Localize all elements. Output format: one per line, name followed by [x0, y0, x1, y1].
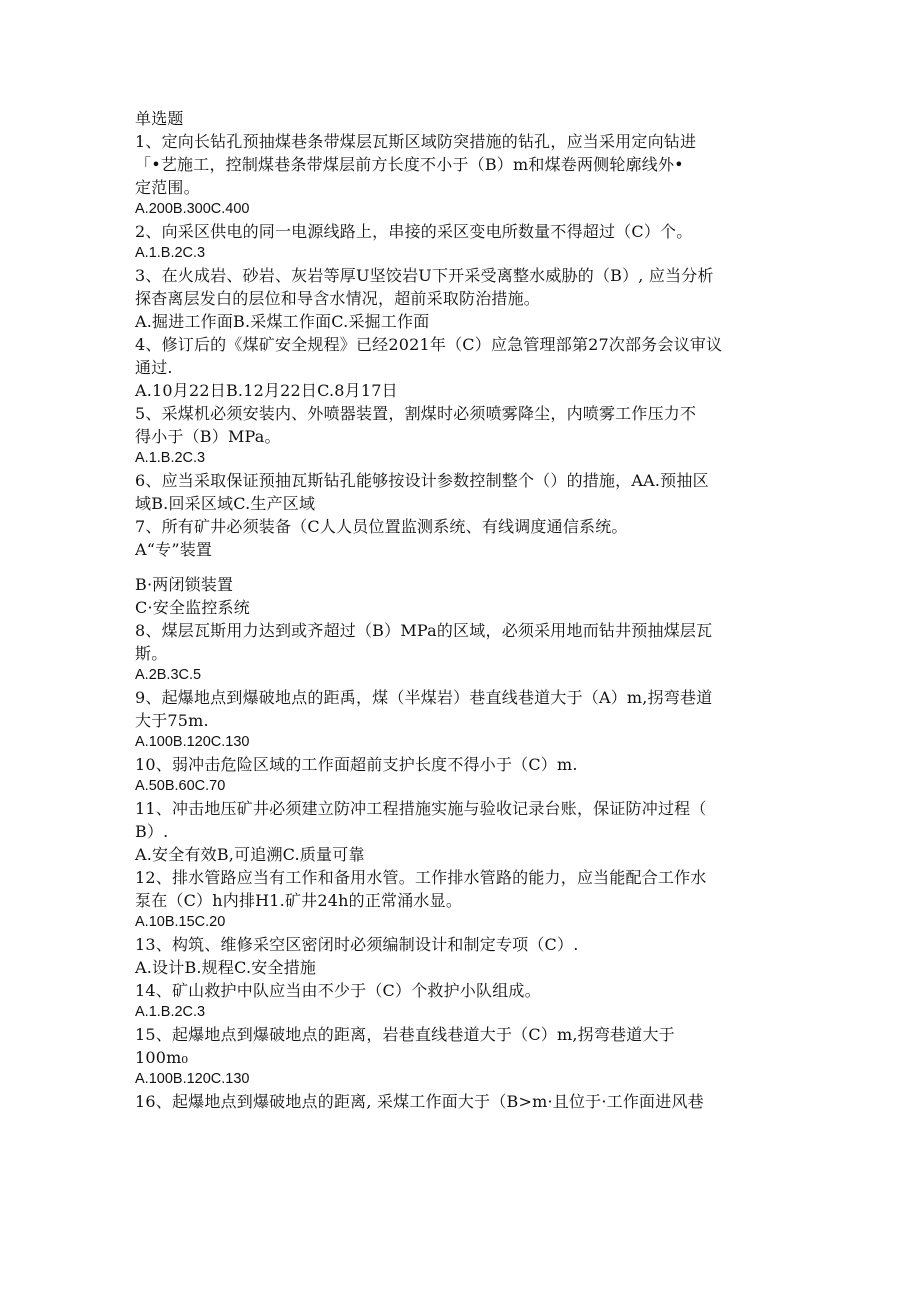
- text-line: 1、定向长钻孔预抽煤巷条带煤层瓦斯区域防突措施的钻孔，应当采用定向钻进: [135, 132, 697, 151]
- text-line: 9、起爆地点到爆破地点的距禹，煤（半煤岩）巷直线巷道大于（A）m,拐弯巷道: [135, 688, 713, 707]
- text-line: 定范围。: [135, 178, 200, 197]
- text-line: 6、应当采取保证预抽瓦斯钻孔能够按设计参数控制整个（）的措施，AA.预抽区: [135, 471, 709, 490]
- section-title: 单选题: [135, 109, 184, 128]
- answer-options: A.50B.60C.70: [135, 778, 226, 794]
- text-line: 通过.: [135, 358, 173, 377]
- text-line: 「•艺施工，控制煤巷条带煤层前方长度不小于（B）m和煤卷两侧轮廓线外•: [135, 155, 684, 174]
- text-line: 15、起爆地点到爆破地点的距离，岩巷直线巷道大于（C）m,拐弯巷道大于: [135, 1025, 675, 1044]
- text-line: 2、向采区供电的同一电源线路上，串接的采区变电所数量不得超过（C）个。: [135, 222, 693, 241]
- text-line: 8、煤层瓦斯用力达到或齐超过（B）MPa的区域，必须采用地而钻井预抽煤层瓦: [135, 621, 713, 640]
- text-line: 大于75m.: [135, 711, 209, 730]
- text-line: A.安全有效B,可追溯C.质量可靠: [135, 845, 365, 864]
- text-line: 14、矿山救护中队应当由不少于（C）个救护小队组成。: [135, 981, 541, 1000]
- text-line: 探杳离层发白的层位和导含水情况，超前采取防治措施。: [135, 289, 541, 308]
- text-line: 13、构筑、维修采空区密闭时必须编制设计和制定专项（C）.: [135, 935, 579, 954]
- text-line: 5、采煤机必须安装内、外喷器装置，割煤时必须喷雾降尘，内喷雾工作压力不: [135, 404, 697, 423]
- text-line: 斯。: [135, 644, 168, 663]
- document-content: [135, 107, 785, 1113]
- answer-options: A.1.B.2C.3: [135, 1004, 206, 1020]
- answer-options: A.1.B.2C.3: [135, 450, 206, 466]
- text-line: 7、所有矿井必须装备（C人人员位置监测系统、有线调度通信系统。: [135, 517, 628, 536]
- text-line: 域B.回采区域C.生产区域: [135, 494, 316, 513]
- text-line: 100m₀: [135, 1048, 189, 1067]
- question-list: [135, 130, 785, 1113]
- text-line: 11、冲击地压矿井必须建立防冲工程措施实施与验收记录台账，保证防冲过程（: [135, 799, 707, 818]
- text-line: A.设计B.规程C.安全措施: [135, 958, 317, 977]
- text-line: 得小于（B）MPa。: [135, 427, 281, 446]
- text-line: A“专”装置: [135, 540, 213, 559]
- text-line: C·安全监控系统: [135, 598, 250, 617]
- text-line: B）.: [135, 822, 169, 841]
- answer-options: A.1.B.2C.3: [135, 245, 206, 261]
- text-line: 3、在火成岩、砂岩、灰岩等厚U坚饺岩U下开采受离整水威胁的（B）, 应当分析: [135, 266, 714, 285]
- text-line: 泵在（C）h内排H1.矿井24h的正常涌水显。: [135, 891, 463, 910]
- answer-options: A.2B.3C.5: [135, 667, 202, 683]
- text-line: 12、排水管路应当有工作和备用水管。工作排水管路的能力，应当能配合工作水: [135, 868, 707, 887]
- text-line: 10、弱冲击危险区域的工作面超前支护长度不得小于（C）m.: [135, 755, 578, 774]
- text-line: B·两闭锁装置: [135, 575, 234, 594]
- text-line: 4、修订后的《煤矿安全规程》已经2021年（C）应急管理部第27次部务会议审议: [135, 335, 723, 354]
- text-line: 16、起爆地点到爆破地点的距离, 采煤工作面大于（B>m·且位于·工作面进风巷: [135, 1092, 704, 1111]
- text-line: A.掘进工作面B.采煤工作面C.采掘工作面: [135, 312, 430, 331]
- text-line: A.10月22日B.12月22日C.8月17日: [135, 381, 398, 400]
- answer-options: A.100B.120C.130: [135, 1071, 250, 1087]
- answer-options: A.100B.120C.130: [135, 734, 250, 750]
- answer-options: A.10B.15C.20: [135, 914, 226, 930]
- answer-options: A.200B.300C.400: [135, 201, 250, 217]
